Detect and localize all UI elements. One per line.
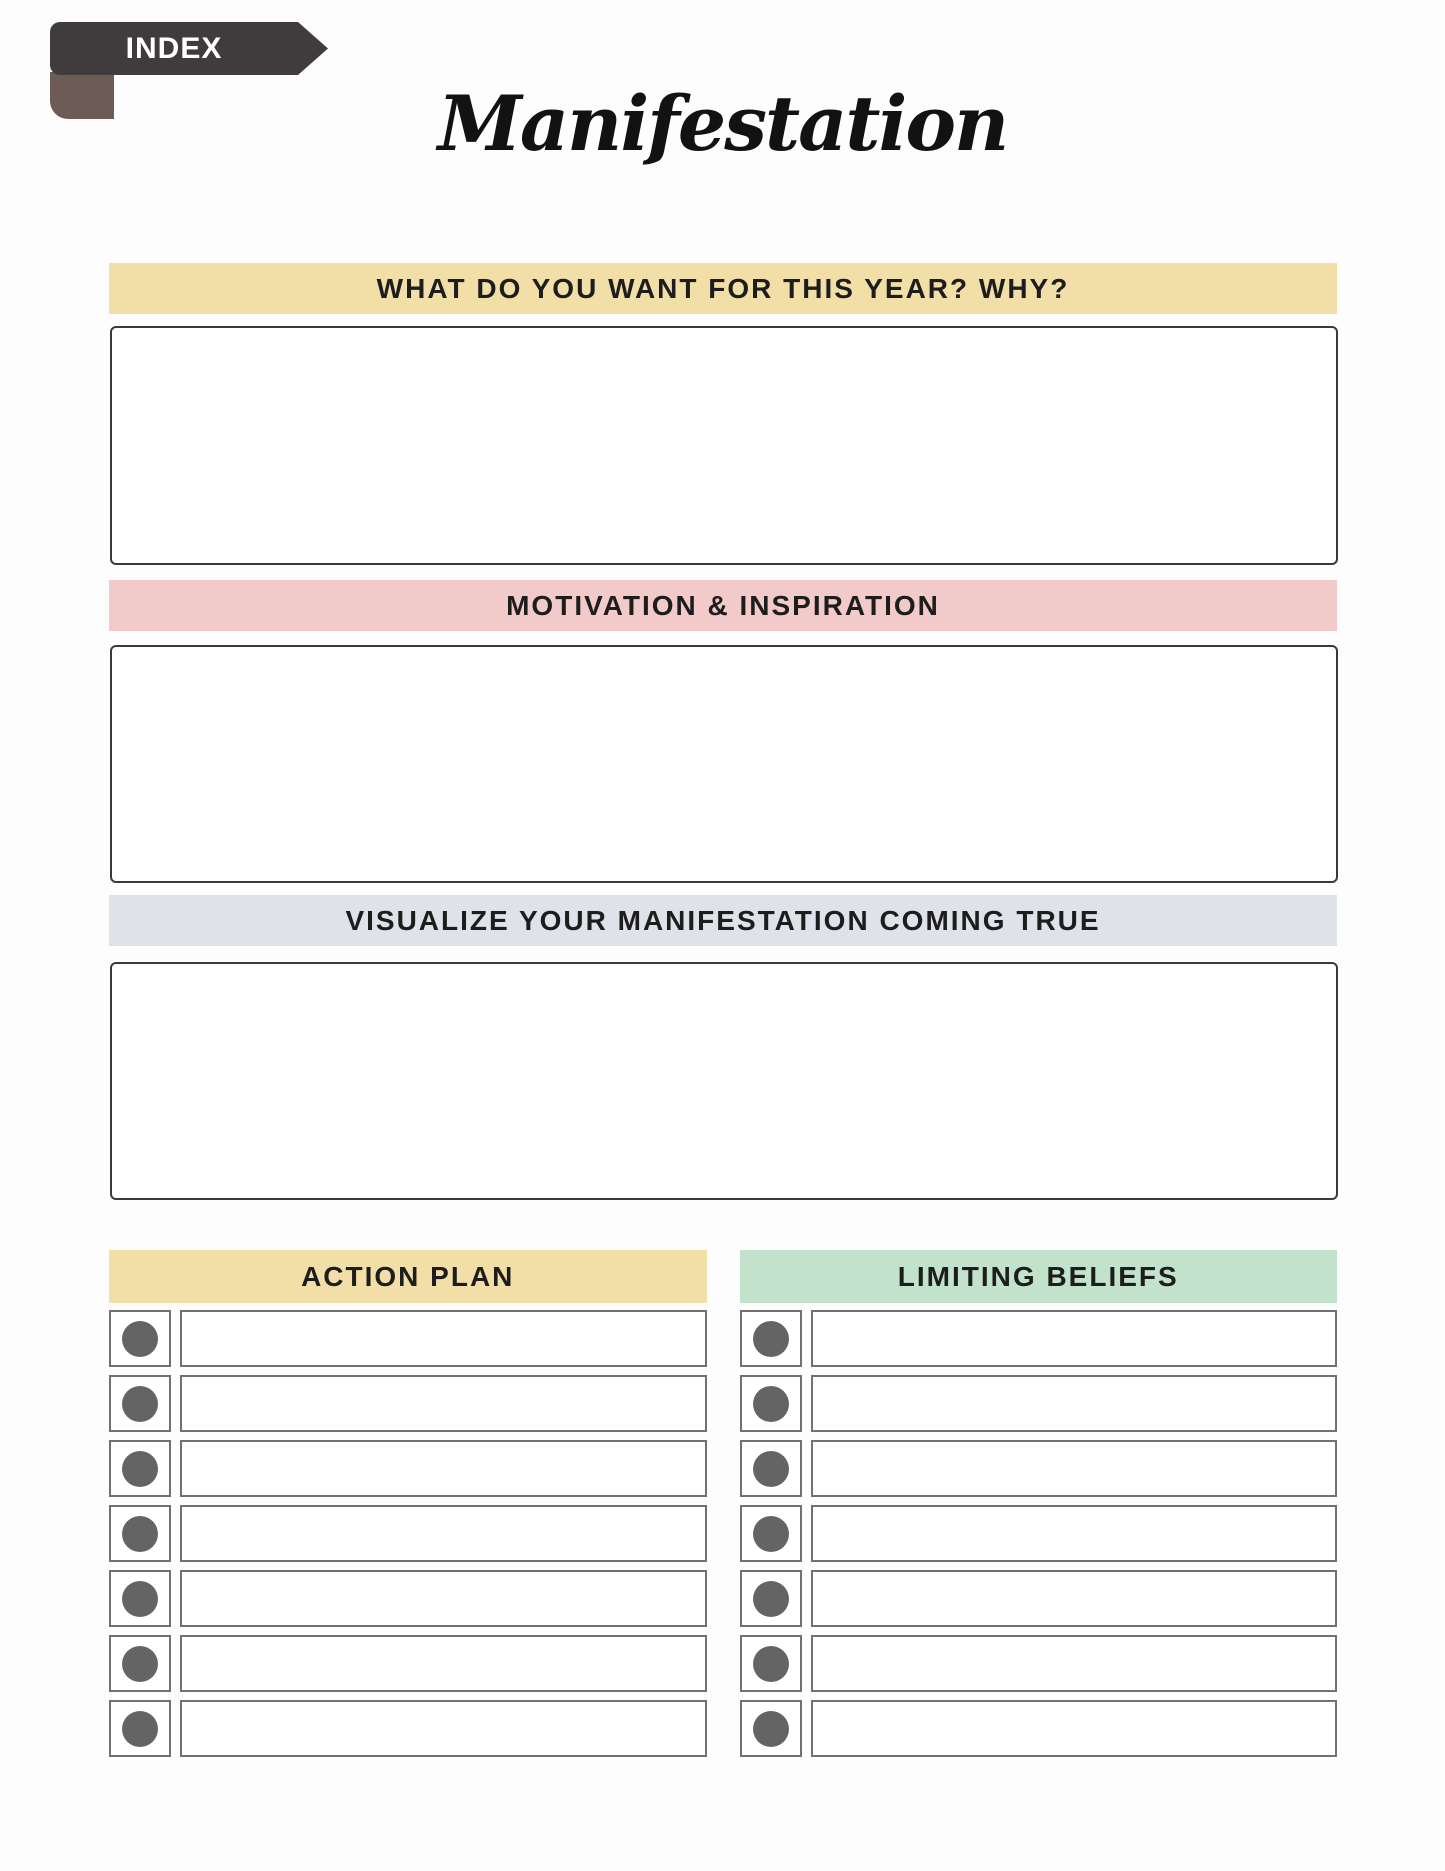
section-header-motivation-inspiration-label: MOTIVATION & INSPIRATION (506, 589, 940, 621)
list-item-writing-field[interactable] (811, 1570, 1338, 1627)
bullet-checkbox[interactable] (109, 1635, 171, 1692)
list-item-writing-field[interactable] (180, 1570, 707, 1627)
bullet-checkbox[interactable] (109, 1375, 171, 1432)
list-item-writing-field[interactable] (180, 1375, 707, 1432)
list-item-writing-field[interactable] (180, 1635, 707, 1692)
index-tab-bar[interactable] (50, 22, 298, 75)
action-plan-rows (109, 1310, 707, 1757)
list-item-writing-field[interactable] (180, 1310, 707, 1367)
list-item (109, 1310, 707, 1367)
bullet-circle-icon (753, 1646, 789, 1682)
bottom-columns (109, 1250, 1337, 1765)
bullet-circle-icon (753, 1386, 789, 1422)
action-plan-header-label: ACTION PLAN (301, 1260, 515, 1292)
limiting-beliefs-header (740, 1250, 1338, 1303)
bullet-circle-icon (122, 1516, 158, 1552)
index-tab-label: INDEX (125, 31, 223, 65)
list-item-writing-field[interactable] (811, 1635, 1338, 1692)
bullet-circle-icon (122, 1581, 158, 1617)
list-item-writing-field[interactable] (811, 1700, 1338, 1757)
bullet-circle-icon (753, 1711, 789, 1747)
bullet-circle-icon (122, 1386, 158, 1422)
bullet-circle-icon (753, 1451, 789, 1487)
list-item-writing-field[interactable] (811, 1440, 1338, 1497)
limiting-beliefs-rows (740, 1310, 1338, 1757)
bullet-checkbox[interactable] (740, 1310, 802, 1367)
bullet-circle-icon (122, 1646, 158, 1682)
list-item-writing-field[interactable] (811, 1310, 1338, 1367)
bullet-checkbox[interactable] (740, 1375, 802, 1432)
bullet-circle-icon (753, 1516, 789, 1552)
action-plan-column (109, 1250, 707, 1765)
limiting-beliefs-header-label: LIMITING BELIEFS (897, 1260, 1179, 1292)
list-item (740, 1505, 1338, 1562)
bullet-checkbox[interactable] (109, 1505, 171, 1562)
bullet-circle-icon (122, 1711, 158, 1747)
bullet-checkbox[interactable] (740, 1635, 802, 1692)
visualize-manifestation-writing-area[interactable] (110, 962, 1338, 1200)
list-item (109, 1570, 707, 1627)
list-item-writing-field[interactable] (180, 1440, 707, 1497)
want-this-year-writing-area[interactable] (110, 326, 1338, 565)
bullet-checkbox[interactable] (109, 1700, 171, 1757)
list-item (109, 1440, 707, 1497)
list-item (109, 1375, 707, 1432)
bullet-checkbox[interactable] (109, 1570, 171, 1627)
list-item (740, 1310, 1338, 1367)
bullet-checkbox[interactable] (109, 1440, 171, 1497)
section-header-visualize-manifestation (109, 895, 1337, 946)
bullet-circle-icon (122, 1451, 158, 1487)
bullet-checkbox[interactable] (740, 1570, 802, 1627)
list-item-writing-field[interactable] (180, 1700, 707, 1757)
list-item-writing-field[interactable] (811, 1375, 1338, 1432)
section-header-want-this-year (109, 263, 1337, 314)
bullet-checkbox[interactable] (740, 1440, 802, 1497)
list-item (740, 1700, 1338, 1757)
bullet-checkbox[interactable] (740, 1700, 802, 1757)
section-header-visualize-manifestation-label: VISUALIZE YOUR MANIFESTATION COMING TRUE (345, 904, 1101, 936)
list-item (740, 1440, 1338, 1497)
bullet-circle-icon (122, 1321, 158, 1357)
list-item (740, 1635, 1338, 1692)
motivation-inspiration-writing-area[interactable] (110, 645, 1338, 883)
bullet-checkbox[interactable] (109, 1310, 171, 1367)
list-item (109, 1700, 707, 1757)
page-title: Manifestation (437, 79, 1008, 168)
bullet-checkbox[interactable] (740, 1505, 802, 1562)
list-item (740, 1570, 1338, 1627)
list-item (109, 1505, 707, 1562)
list-item (740, 1375, 1338, 1432)
list-item-writing-field[interactable] (811, 1505, 1338, 1562)
limiting-beliefs-column (740, 1250, 1338, 1765)
section-header-motivation-inspiration (109, 580, 1337, 631)
index-tab-arrow-icon (298, 22, 328, 75)
list-item (109, 1635, 707, 1692)
section-header-want-this-year-label: WHAT DO YOU WANT FOR THIS YEAR? WHY? (376, 272, 1070, 304)
bullet-circle-icon (753, 1581, 789, 1617)
action-plan-header (109, 1250, 707, 1303)
bullet-circle-icon (753, 1321, 789, 1357)
list-item-writing-field[interactable] (180, 1505, 707, 1562)
